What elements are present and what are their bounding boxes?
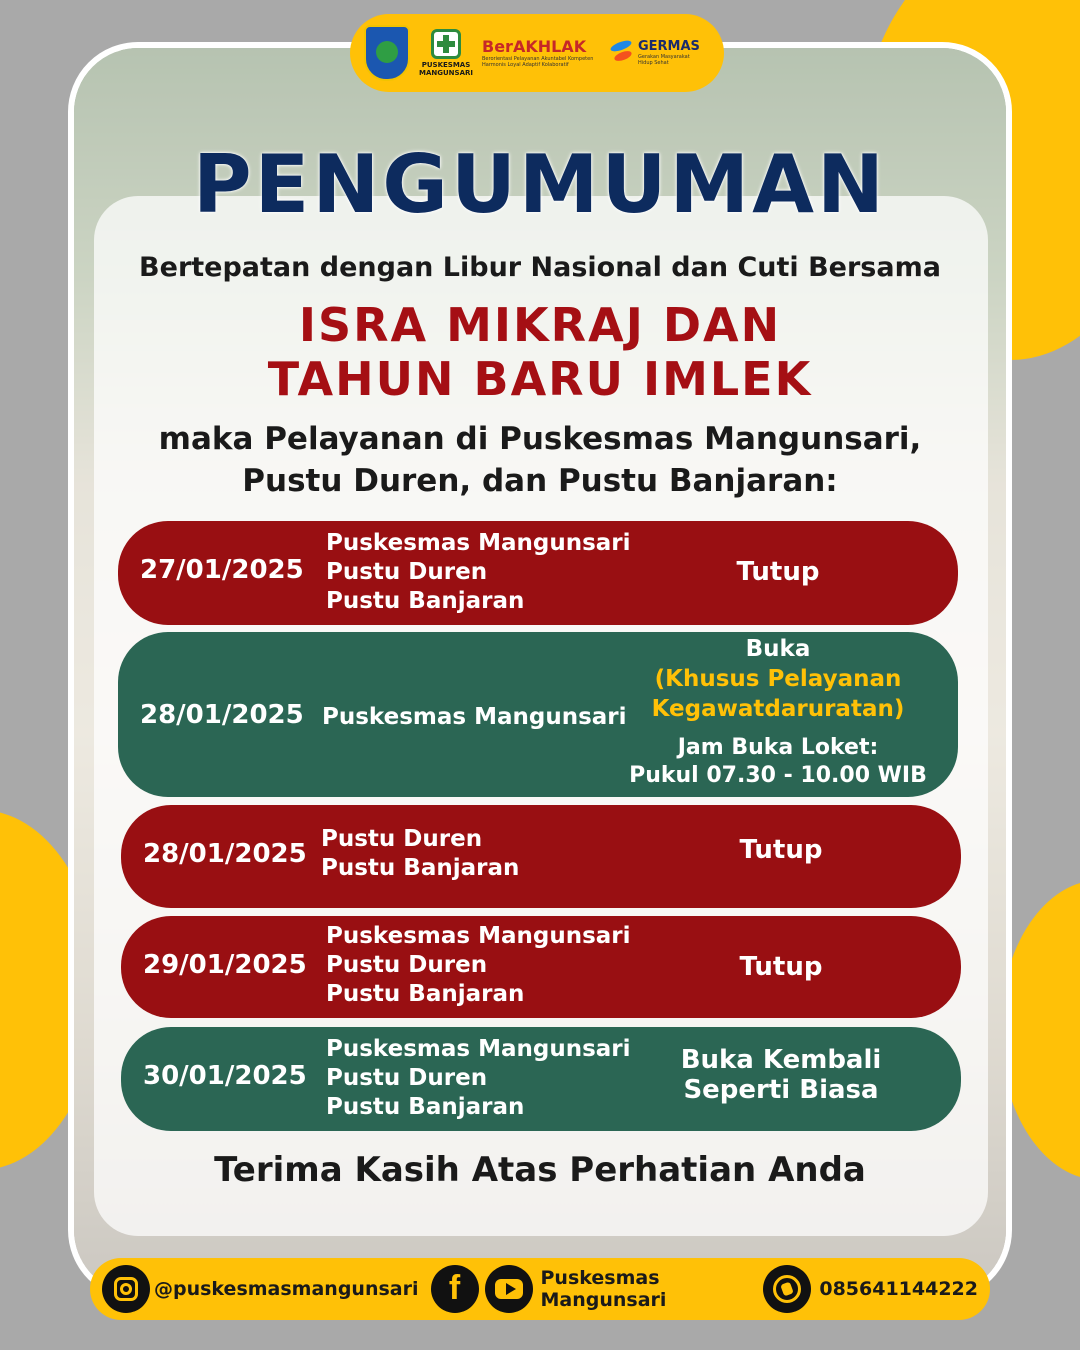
schedule-place: Pustu Banjaran xyxy=(326,1094,525,1120)
intro-text: Bertepatan dengan Libur Nasional dan Cuti Bersama xyxy=(139,252,941,283)
schedule-places xyxy=(322,703,627,732)
page-title: PENGUMUMAN xyxy=(193,138,887,231)
event-line: ISRA MIKRAJ DAN xyxy=(298,298,782,352)
schedule-place: Puskesmas Mangunsari xyxy=(322,704,627,730)
schedule-places xyxy=(321,825,519,883)
logo-bar xyxy=(350,14,724,92)
schedule-date: 28/01/2025 xyxy=(140,700,304,730)
schedule-status: Tutup xyxy=(739,835,823,865)
schedule-status-line: Seperti Biasa xyxy=(683,1075,879,1105)
schedule-hours-label: Jam Buka Loket: xyxy=(677,735,879,760)
schedule-date: 27/01/2025 xyxy=(140,555,304,585)
schedule-status: Tutup xyxy=(736,557,820,587)
germas-logo xyxy=(608,36,700,70)
berakhlak-logo xyxy=(482,38,598,68)
schedule-place: Pustu Banjaran xyxy=(321,855,520,881)
schedule-place: Pustu Duren xyxy=(321,826,483,852)
schedule-place: Puskesmas Mangunsari xyxy=(326,1036,631,1062)
germas-subtitle: Gerakan Masyarakat Hidup Sehat xyxy=(638,54,690,66)
germas-mark-icon xyxy=(608,36,634,70)
whatsapp-number[interactable]: 085641144222 xyxy=(819,1278,978,1300)
puskesmas-cross-icon xyxy=(431,29,461,59)
schedule-place: Pustu Banjaran xyxy=(326,981,525,1007)
schedule-note-line: Kegawatdaruratan) xyxy=(651,696,905,722)
schedule-places xyxy=(326,529,631,616)
event-line: TAHUN BARU IMLEK xyxy=(267,352,813,406)
schedule-row xyxy=(121,1027,961,1131)
service-line: maka Pelayanan di Puskesmas Mangunsari, xyxy=(158,421,922,457)
instagram-icon[interactable] xyxy=(102,1265,150,1313)
service-text xyxy=(0,418,1080,502)
berakhlak-subtitle: Berorientasi Pelayanan Akuntabel Kompeten Harmonis Loyal Adaptif Kolaboratif xyxy=(482,56,594,68)
facebook-icon[interactable] xyxy=(431,1265,479,1313)
decor-blob-bottom-right xyxy=(1000,880,1080,1180)
schedule-hours: Pukul 07.30 - 10.00 WIB xyxy=(629,763,927,788)
germas-title: GERMAS xyxy=(638,39,700,54)
schedule-status: Tutup xyxy=(739,952,823,982)
schedule-place: Pustu Banjaran xyxy=(326,588,525,614)
whatsapp-icon[interactable] xyxy=(763,1265,811,1313)
schedule-status-block xyxy=(591,1045,971,1105)
schedule-place: Pustu Duren xyxy=(326,1065,488,1091)
schedule-row xyxy=(118,521,958,625)
schedule-places xyxy=(326,922,631,1009)
footer-bar xyxy=(90,1258,990,1320)
schedule-row xyxy=(121,805,961,908)
schedule-status-line: Buka Kembali xyxy=(680,1045,882,1075)
thanks-text: Terima Kasih Atas Perhatian Anda xyxy=(214,1150,866,1190)
berakhlak-title: BerAKHLAK xyxy=(482,37,587,56)
schedule-status: Buka xyxy=(745,636,811,662)
schedule-date: 30/01/2025 xyxy=(143,1061,307,1091)
schedule-place: Puskesmas Mangunsari xyxy=(326,923,631,949)
event-heading xyxy=(0,298,1080,406)
schedule-place: Pustu Duren xyxy=(326,952,488,978)
channel-name[interactable]: Puskesmas Mangunsari xyxy=(540,1267,667,1311)
schedule-date: 28/01/2025 xyxy=(143,839,307,869)
schedule-row xyxy=(121,916,961,1018)
schedule-place: Puskesmas Mangunsari xyxy=(326,530,631,556)
schedule-status-block xyxy=(588,634,968,790)
service-line: Pustu Duren, dan Pustu Banjaran: xyxy=(242,463,838,499)
salatiga-crest-icon xyxy=(364,25,410,81)
schedule-date: 29/01/2025 xyxy=(143,950,307,980)
youtube-icon[interactable] xyxy=(485,1265,533,1313)
schedule-row xyxy=(118,632,958,797)
schedule-note-line: (Khusus Pelayanan xyxy=(654,666,902,692)
instagram-handle[interactable]: @puskesmasmangunsari xyxy=(154,1278,419,1300)
schedule-place: Pustu Duren xyxy=(326,559,488,585)
puskesmas-logo-text: PUSKESMAS MANGUNSARI xyxy=(419,61,473,77)
schedule-places xyxy=(326,1035,631,1122)
puskesmas-logo xyxy=(420,29,472,77)
